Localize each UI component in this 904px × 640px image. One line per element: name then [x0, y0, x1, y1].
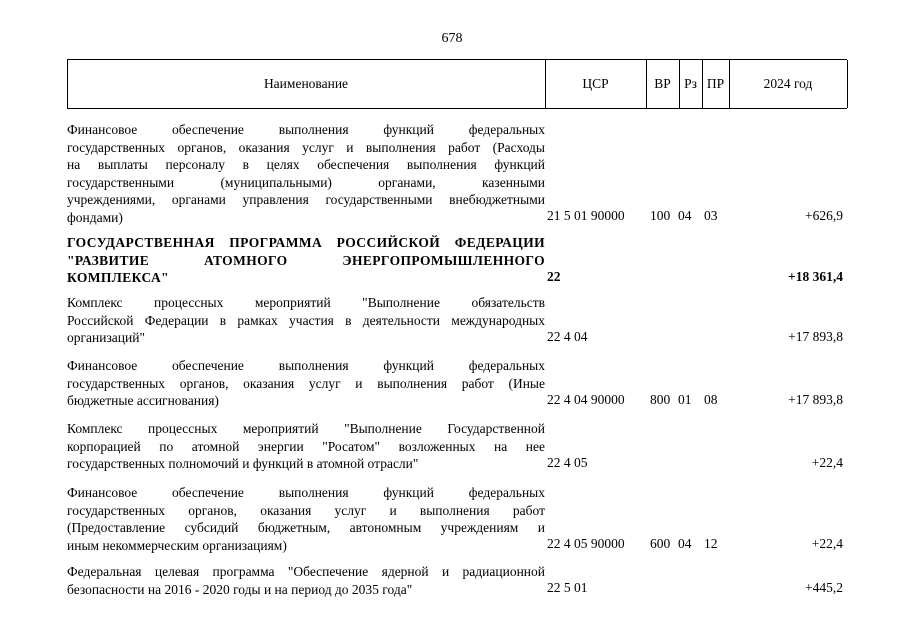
row-name-line: КОМПЛЕКСА" — [67, 270, 170, 285]
row-name-line: Комплекс процессных мероприятий "Выполнение обязательств — [67, 295, 545, 310]
row-name-line: государственных полномочий и функций в атомной отрасли" — [67, 456, 419, 471]
row-name-line: бюджетные ассигнования) — [67, 393, 219, 408]
row-csr: 22 5 01 — [547, 580, 588, 595]
row-name — [67, 234, 545, 287]
row-pr: 03 — [704, 208, 718, 223]
row-name-line: иным некоммерческим организациям) — [67, 537, 287, 553]
row-name-line: Финансовое обеспечение выполнения функций федеральных — [67, 485, 545, 500]
header-csr: ЦСР — [582, 76, 609, 91]
row-name-line: учреждениями, органами управления государственными внебюджетными — [67, 192, 545, 207]
row-amount: +17 893,8 — [788, 392, 843, 407]
row-amount: +626,9 — [805, 208, 843, 223]
row-rz: 04 — [678, 536, 692, 551]
row-name — [67, 121, 545, 226]
row-amount: +18 361,4 — [788, 269, 843, 284]
row-amount: +445,2 — [805, 580, 843, 595]
row-amount: +22,4 — [811, 455, 843, 470]
row-csr: 22 4 05 90000 — [547, 536, 625, 551]
row-amount: +22,4 — [811, 536, 843, 551]
row-name-line: Федеральная целевая программа "Обеспечение ядерной и радиационной — [67, 564, 545, 579]
row-pr: 12 — [704, 536, 718, 551]
row-name-line: государственных органов, оказания услуг и выполнения работ (Расходы — [67, 139, 545, 155]
row-csr: 22 4 04 — [547, 329, 588, 344]
row-name-line: "РАЗВИТИЕ АТОМНОГО ЭНЕРГОПРОМЫШЛЕННОГО — [67, 252, 545, 268]
row-name — [67, 563, 545, 598]
header-name: Наименование — [263, 76, 349, 91]
row-vr: 800 — [650, 392, 671, 407]
row-amount: +17 893,8 — [788, 329, 843, 344]
row-vr: 100 — [650, 208, 671, 223]
row-name — [67, 484, 545, 554]
row-name-line: Российской Федерации в рамках участия в деятельности международных — [67, 312, 545, 328]
row-rz: 01 — [678, 392, 692, 407]
row-name-line: корпорацией по атомной энергии "Росатом" возложенных на нее — [67, 438, 545, 454]
row-vr: 600 — [650, 536, 671, 551]
row-name-line: фондами) — [67, 209, 123, 225]
row-name-line: безопасности на 2016 - 2020 годы и на период до 2035 года" — [67, 581, 413, 597]
table-header — [67, 59, 847, 109]
header-divider — [67, 60, 68, 108]
row-csr: 22 — [547, 269, 561, 284]
row-name-line: государственных органов, оказания услуг и выполнения работ (Иные — [67, 375, 545, 391]
row-name — [67, 420, 545, 473]
row-csr: 22 4 05 — [547, 455, 588, 470]
row-name-line: ГОСУДАРСТВЕННАЯ ПРОГРАММА РОССИЙСКОЙ ФЕДЕРАЦИИ — [67, 235, 545, 250]
row-name — [67, 357, 545, 410]
row-name-line: Комплекс процессных мероприятий "Выполнение Государственной — [67, 421, 545, 436]
header-rz: Рз — [684, 76, 697, 91]
row-name-line: (Предоставление субсидий бюджетным, автономным учреждениям и — [67, 520, 545, 535]
header-vr: ВР — [654, 76, 671, 91]
header-year: 2024 год — [763, 76, 813, 91]
row-name-line: на выплаты персоналу в целях обеспечения выполнения функций — [67, 157, 545, 172]
row-pr: 08 — [704, 392, 718, 407]
row-name-line: организаций" — [67, 330, 145, 345]
header-pr: ПР — [706, 76, 725, 91]
row-csr: 21 5 01 90000 — [547, 208, 625, 223]
page-number: 678 — [441, 31, 463, 46]
row-rz: 04 — [678, 208, 692, 223]
row-name-line: государственными (муниципальными) органами, казенными — [67, 174, 545, 190]
header-divider — [847, 60, 848, 108]
row-csr: 22 4 04 90000 — [547, 392, 625, 407]
row-name-line: государственных органов, оказания услуг и выполнения работ — [67, 502, 545, 518]
row-name-line: Финансовое обеспечение выполнения функций федеральных — [67, 358, 545, 373]
row-name-line: Финансовое обеспечение выполнения функций федеральных — [67, 122, 545, 137]
row-name — [67, 294, 545, 347]
